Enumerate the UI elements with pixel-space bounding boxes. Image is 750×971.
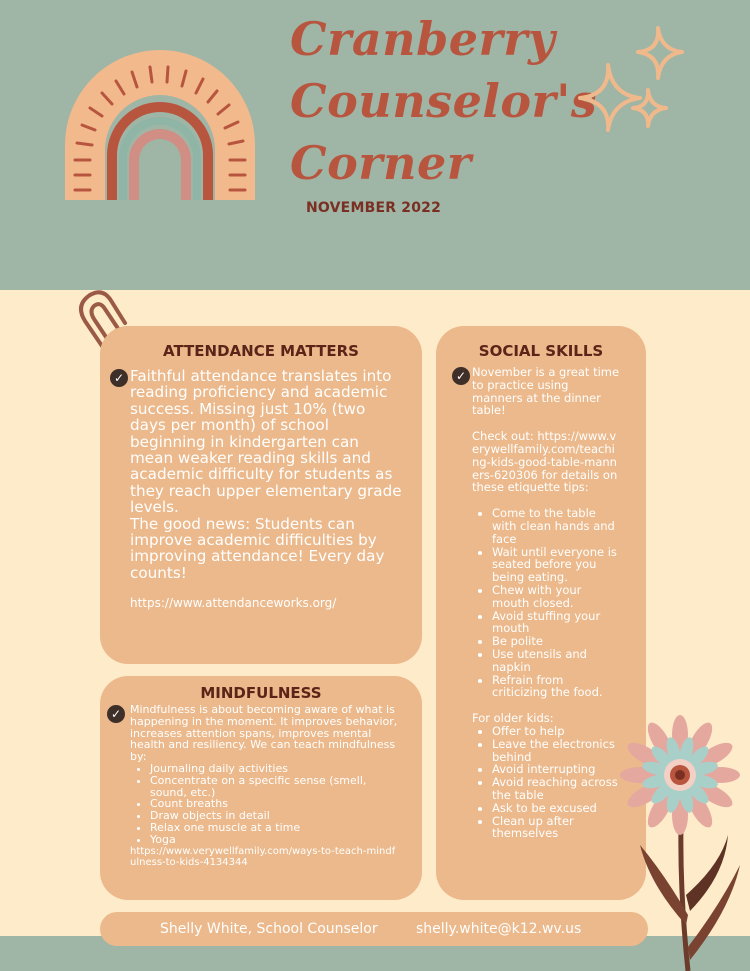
list-item: • Chew with your mouth closed. — [492, 584, 622, 610]
social-checkout: Check out: https://www.verywellfamily.com/teaching-kids-good-table-manners-620306 for details on these etiquette tips: — [472, 429, 618, 495]
mindfulness-link[interactable]: https://www.verywellfamily.com/ways-to-teach-mindfulness-to-kids-4134344 — [130, 845, 396, 868]
mindfulness-list — [130, 763, 400, 846]
list-item: • Be polite — [492, 635, 622, 648]
list-item: • Yoga — [150, 834, 400, 846]
counselor-name: Shelly White, School Counselor — [160, 921, 378, 937]
list-item: • Relax one muscle at a time — [150, 822, 400, 834]
list-item: • Avoid stuffing your mouth — [492, 610, 622, 636]
list-item: • Use utensils and napkin — [492, 648, 622, 674]
title-line-3: Corner — [290, 136, 472, 190]
list-item: • Draw objects in detail — [150, 810, 400, 822]
attendance-card — [100, 326, 422, 664]
title-line-2: Counselor's — [290, 74, 598, 128]
list-item: • Concentrate on a specific sense (smell, sound, etc.) — [150, 775, 400, 799]
mindfulness-body — [130, 704, 400, 868]
rainbow-icon — [55, 40, 265, 205]
mindfulness-heading: MINDFULNESS — [200, 684, 322, 702]
attendance-paragraph-2: The good news: Students can improve academic difficulties by improving attendance! Every day counts! — [130, 514, 385, 582]
list-item: • Avoid interrupting — [492, 763, 622, 776]
mindfulness-intro: Mindfulness is about becoming aware of what is happening in the moment. It improves behavior, increases attention spans, improves mental health and resiliency. We can teach mindfulness by: — [130, 703, 398, 764]
social-intro: November is a great time to practice using manners at the dinner table! — [472, 365, 620, 418]
mindfulness-card — [100, 676, 422, 900]
sparkle-icon — [570, 20, 700, 140]
list-item: • Count breaths — [150, 798, 400, 810]
issue-date: NOVEMBER 2022 — [306, 200, 442, 216]
list-item: • Refrain from criticizing the food. — [492, 674, 622, 700]
counselor-email[interactable]: shelly.white@k12.wv.us — [416, 921, 582, 937]
older-kids-label: For older kids: — [472, 711, 554, 726]
attendance-body — [130, 368, 402, 612]
list-item: • Avoid reaching across the table — [492, 776, 622, 802]
social-skills-body — [472, 366, 622, 840]
newsletter-title — [290, 8, 598, 194]
check-icon: ✓ — [452, 367, 470, 385]
list-item: • Come to the table with clean hands and face — [492, 507, 622, 545]
list-item: • Wait until everyone is seated before you being eating. — [492, 546, 622, 584]
check-icon: ✓ — [110, 369, 128, 387]
list-item: • Journaling daily activities — [150, 763, 400, 775]
list-item: • Clean up after themselves — [492, 815, 622, 841]
social-skills-heading: SOCIAL SKILLS — [478, 342, 604, 360]
attendance-paragraph-1: Faithful attendance translates into reading proficiency and academic success. Missing just 10% (two days per month) of school beginning in kindergarten can mean weaker reading skills and academic difficulty for students as they reach upper elementary grade levels. — [130, 367, 402, 517]
title-line-1: Cranberry — [290, 12, 556, 66]
attendance-heading: ATTENDANCE MATTERS — [163, 342, 359, 360]
flower-icon — [610, 715, 750, 971]
check-icon: ✓ — [107, 705, 125, 723]
list-item: • Offer to help — [492, 725, 622, 738]
attendance-link[interactable]: https://www.attendanceworks.org/ — [130, 596, 337, 611]
footer-bar — [100, 912, 648, 946]
older-tips-list — [472, 725, 622, 840]
list-item: • Ask to be excused — [492, 802, 622, 815]
social-tips-list — [472, 507, 622, 699]
list-item: • Leave the electronics behind — [492, 738, 622, 764]
